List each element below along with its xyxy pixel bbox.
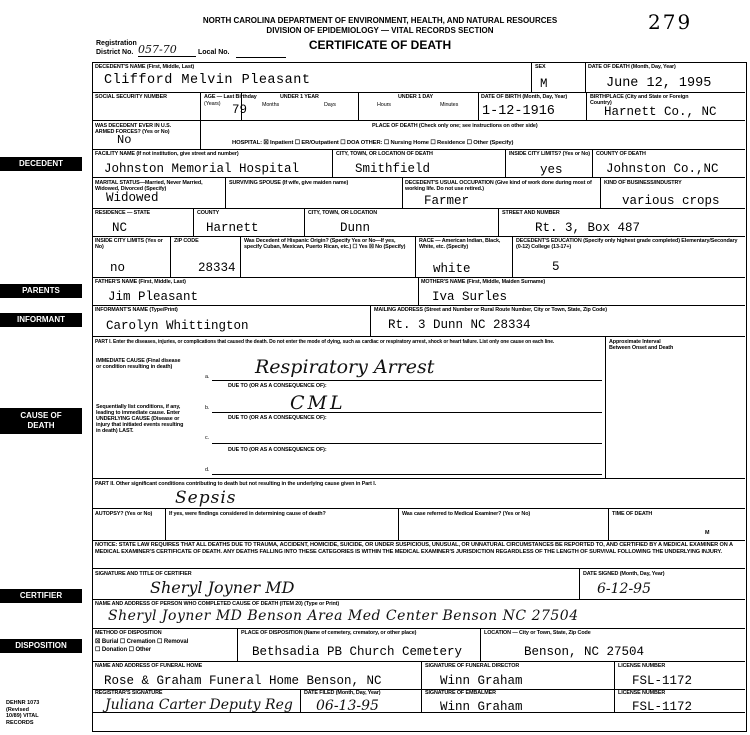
name-label: DECEDENT'S NAME (First, Middle, Last) [95,64,195,70]
page-number: 279 [648,10,693,34]
street-value: Rt. 3, Box 487 [535,221,641,235]
line-a-marker: a. [205,374,210,380]
cause-a-value: Respiratory Arrest [255,356,435,378]
burial-checkboxes: ☒ Burial ☐ Cremation ☐ Removal [95,639,189,645]
rule [92,208,745,209]
rule [92,478,745,479]
m-label: M [705,530,710,536]
divider [608,508,609,540]
county-of-death-value: Johnston Co.,NC [606,162,719,176]
rule [92,540,745,541]
divider [498,208,499,236]
mother-value: Iva Surles [432,290,508,304]
divider [200,120,201,149]
certifier-address-label: NAME AND ADDRESS OF PERSON WHO COMPLETED CAUSE OF DEATH (ITEM 20) (Type or Print) [95,601,340,607]
dob-value: 1-12-1916 [482,104,555,119]
divider [240,236,241,277]
dod-value: June 12, 1995 [606,76,712,91]
city-of-death-label: CITY, TOWN, OR LOCATION OF DEATH [336,151,433,157]
res-county-label: COUNTY [197,210,220,216]
district-number: 057-70 [138,43,196,57]
hispanic-label: Was Decedent of Hispanic Origin? (Specify Yes or No—If yes, specify Cuban, Mexican, Puerto Rican, etc.) ☐ Yes ☒ No (Specify) [244,238,406,250]
donation-checkboxes: ☐ Donation ☐ Other [95,647,151,653]
tab-certifier: CERTIFIER [0,589,82,603]
cause-b-value: CML [290,392,346,414]
rule [92,661,745,662]
tab-cause-of-death [0,408,82,434]
part-2-value: Sepsis [175,488,237,508]
divider [170,236,171,277]
divider [165,508,166,540]
rule [92,177,745,178]
date-filed-value: 06-13-95 [316,698,379,714]
county-of-death-label: COUNTY OF DEATH [596,151,646,157]
rule [92,305,745,306]
license-value-1: FSL-1172 [632,674,693,688]
rule [92,336,745,337]
divider [237,628,238,661]
divider [398,508,399,540]
divider [418,277,419,305]
due-to-3: DUE TO (OR AS A CONSEQUENCE OF): [228,447,327,453]
business-label: KIND OF BUSINESS/INDUSTRY [604,180,682,186]
date-filed-label: DATE FILED (Month, Day, Year) [304,690,381,696]
education-value: 5 [552,260,560,274]
facility-value: Johnston Memorial Hospital [104,162,300,176]
me-referral-label: Was case referred to Medical Examiner? (Yes or No) [402,511,531,517]
business-value: various crops [622,194,720,208]
inside-city-label: INSIDE CITY LIMITS? (Yes or No) [509,151,590,157]
res-inside-label: INSIDE CITY LIMITS (Yes or No) [95,238,163,250]
location-value: Benson, NC 27504 [524,645,645,659]
funeral-director-value: Winn Graham [440,674,523,688]
mailing-label: MAILING ADDRESS (Street and Number or Rural Route Number, City or Town, State, Zip Code) [374,307,607,313]
months-label: Months [262,102,280,108]
divider [512,236,513,277]
tab-decedent: DECEDENT [0,157,82,171]
marital-value: Widowed [106,191,159,205]
rule [92,508,745,509]
divider [600,177,601,208]
funeral-director-label: SIGNATURE OF FUNERAL DIRECTOR [425,663,520,669]
tab-informant: INFORMANT [0,313,82,327]
divider [415,236,416,277]
res-inside-value: no [110,261,126,275]
page-title: CERTIFICATE OF DEATH [308,38,452,52]
city-of-death-value: Smithfield [355,162,431,176]
local-number-line [236,57,286,58]
birthplace-value: Harnett Co., NC [604,105,717,119]
embalmer-label: SIGNATURE OF EMBALMER [425,690,496,696]
location-label: LOCATION — City or Town, State, Zip Code [484,630,591,636]
occupation-value: Farmer [424,194,470,208]
dod-label: DATE OF DEATH (Month, Day, Year) [588,64,676,70]
line-b-marker: b. [205,405,210,411]
part-1-label: PART I. Enter the diseases, injuries, or complications that caused the death. Do not enter the mode of dying, such as cardiac or respiratory arrest, shock or heart failure. List only one cause on each line. [95,339,555,345]
signature-label: SIGNATURE AND TITLE OF CERTIFIER [95,571,192,577]
registration-label: Registration [96,40,137,47]
interval-label: Approximate Interval Between Onset and Death [609,339,674,351]
hospital-checkboxes: HOSPITAL: ☒ Inpatient ☐ ER/Outpatient ☐ DOA OTHER: ☐ Nursing Home ☐ Residence ☐ Other (Specify) [232,140,514,146]
due-to-2: DUE TO (OR AS A CONSEQUENCE OF): [228,415,327,421]
license-label-2: LICENSE NUMBER [618,690,666,696]
certifier-signature: Sheryl Joyner MD [150,578,295,597]
informant-label: INFORMANT'S NAME (Type/Print) [95,307,178,313]
funeral-home-value: Rose & Graham Funeral Home Benson, NC [104,674,382,688]
spouse-label: SURVIVING SPOUSE (If wife, give maiden name) [229,180,349,186]
father-label: FATHER'S NAME (First, Middle, Last) [95,279,186,285]
line-d-marker: d. [205,467,210,473]
rule [92,628,745,629]
divider [370,305,371,336]
divider [300,689,301,712]
cause-line-b [212,412,602,413]
divider [480,628,481,661]
header-line-2: DIVISION OF EPIDEMIOLOGY — VITAL RECORDS SECTION [266,26,494,35]
father-value: Jim Pleasant [108,290,199,304]
line-c-marker: c. [205,435,209,441]
immediate-cause-label: IMMEDIATE CAUSE (Final disease or condition resulting in death) [96,358,181,370]
rule [92,236,745,237]
education-label: DECEDENT'S EDUCATION (Specify only highest grade completed) Elementary/Secondary (0-12) College (13-17+) [516,238,738,250]
res-city-label: CITY, TOWN, OR LOCATION [308,210,378,216]
res-state-label: RESIDENCE — STATE [95,210,151,216]
certifier-address-value: Sheryl Joyner MD Benson Area Med Center Benson NC 27504 [108,608,579,624]
divider [421,661,422,712]
divider [200,92,201,120]
street-label: STREET AND NUMBER [502,210,560,216]
license-label-1: LICENSE NUMBER [618,663,666,669]
autopsy-label: AUTOPSY? (Yes or No) [95,511,153,517]
local-label: Local No. [198,49,230,56]
tab-disposition: DISPOSITION [0,639,82,653]
zip-value: 28334 [198,261,236,275]
ssn-label: SOCIAL SECURITY NUMBER [95,94,167,100]
rule [92,120,745,121]
dob-label: DATE OF BIRTH (Month, Day, Year) [481,94,568,100]
divider [592,149,593,177]
divider [579,568,580,599]
armed-forces-label-1: WAS DECEDENT EVER IN U.S. [95,123,171,129]
inside-city-value: yes [540,163,563,177]
hours-label: Hours [377,102,391,108]
occupation-label: DECEDENT'S USUAL OCCUPATION (Give kind of work done during most of working life. Do not use retired.) [405,180,592,192]
divider [225,177,226,208]
method-label: METHOD OF DISPOSITION [95,630,162,636]
header-line-1: NORTH CAROLINA DEPARTMENT OF ENVIRONMENT, HEALTH, AND NATURAL RESOURCES [202,16,558,25]
mailing-value: Rt. 3 Dunn NC 28334 [388,318,531,332]
divider [193,208,194,236]
divider [358,92,359,120]
license-value-2: FSL-1172 [632,700,693,714]
minutes-label: Minutes [440,102,459,108]
tab-cause-line-1: CAUSE OF [20,411,62,420]
divider [478,92,479,120]
cause-line-d [212,474,602,475]
under-1-year-label: UNDER 1 YEAR [280,94,319,100]
divider [614,661,615,712]
findings-label: If yes, were findings considered in determining cause of death? [169,511,326,517]
res-state-value: NC [112,221,128,235]
days-label: Days [324,102,336,108]
cause-line-c [212,443,602,444]
divider [332,149,333,177]
date-signed-label: DATE SIGNED (Month, Day, Year) [583,571,665,577]
embalmer-value: Winn Graham [440,700,523,714]
race-value: white [433,262,471,276]
age-years-label: (Years) [204,101,221,107]
divider [304,208,305,236]
divider [531,62,532,92]
sequential-label: Sequentially list conditions, if any, leading to immediate cause. Enter UNDERLYING CAUSE (Disease or injury that initiated events resulting in death) LAST. [96,404,184,434]
due-to-1: DUE TO (OR AS A CONSEQUENCE OF): [228,383,327,389]
divider [505,149,506,177]
registrar-label: REGISTRAR'S SIGNATURE [95,690,163,696]
res-county-value: Harnett [206,221,259,235]
decedent-name: Clifford Melvin Pleasant [104,73,311,88]
sex-value: M [540,77,548,91]
tab-cause-line-2: DEATH [27,421,55,430]
rule [92,599,745,600]
date-signed-value: 6-12-95 [597,581,651,597]
tab-parents: PARENTS [0,284,82,298]
birthplace-label: BIRTHPLACE (City and State or Foreign Country) [590,94,689,106]
marital-label: MARITAL STATUS—Married, Never Married, Widowed, Divorced (Specify) [95,180,203,192]
cause-line-a [212,380,602,381]
registrar-signature: Juliana Carter Deputy Reg [105,697,293,713]
place-of-death-label: PLACE OF DEATH (Check only one; see instructions on other side) [372,123,538,129]
armed-forces-value: No [117,133,132,147]
under-1-day-label: UNDER 1 DAY [398,94,433,100]
form-number: DEHNR 1073 (Revised 10/89) VITAL RECORDS [6,700,40,726]
armed-forces-label-2: ARMED FORCES? (Yes or No) [95,129,170,135]
funeral-home-label: NAME AND ADDRESS OF FUNERAL HOME [95,663,203,669]
part-2-label: PART II. Other significant conditions contributing to death but not resulting in the underlying cause given in Part I. [95,481,377,487]
sex-label: SEX [535,64,546,70]
divider [586,92,587,120]
divider [585,62,586,92]
res-city-value: Dunn [340,221,371,235]
rule [92,149,745,150]
zip-label: ZIP CODE [174,238,199,244]
place-disposition-label: PLACE OF DISPOSITION (Name of cemetery, crematory, or other place) [241,630,417,636]
divider [402,177,403,208]
informant-value: Carolyn Whittington [106,319,249,333]
place-disposition-value: Bethsadia PB Church Cemetery [252,645,463,659]
rule [92,92,745,93]
age-label: AGE — Last Birthday [204,94,257,100]
age-value: 79 [232,103,248,117]
facility-label: FACILITY NAME (If not institution, give street and number) [95,151,239,157]
divider [605,336,606,478]
mother-label: MOTHER'S NAME (First, Middle, Maiden Surname) [421,279,546,285]
time-of-death-label: TIME OF DEATH [612,511,653,517]
notice-text: NOTICE: STATE LAW REQUIRES THAT ALL DEATHS DUE TO TRAUMA, ACCIDENT, HOMICIDE, SUICIDE, OR UNDER SUSPICIOUS, UNUSUAL, OR UNNATURAL CIRCUMSTANCES BE REPORTED TO, AND CERTIFIED BY A MEDICAL EXAMINER ON A MEDICAL EXAMINER'S CERTIFICATE OF DEATH. ANY DEATHS FALLING INTO THESE CATEGORIES IS WITHIN THE MEDICAL EXAMINER'S JURISDICTION REGARDLESS OF THE LENGTH OF SURVIVAL FOLLOWING THE UNDERLYING INJURY. [95,542,733,555]
race-label: RACE — American Indian, Black, White, etc. (Specify) [419,238,501,250]
rule [92,568,745,569]
district-label: District No. [96,49,134,56]
